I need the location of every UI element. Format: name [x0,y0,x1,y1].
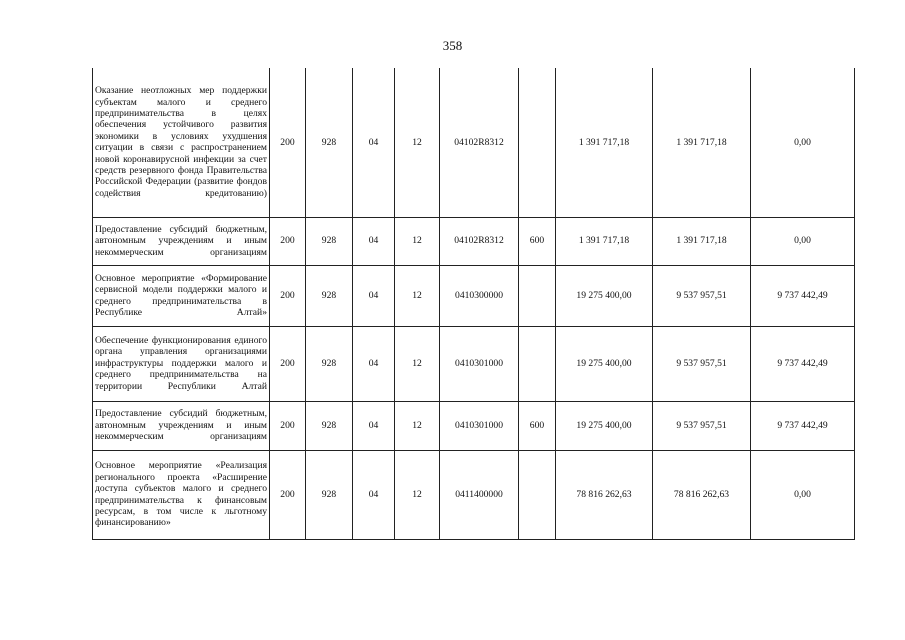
expense-type-cell: 600 [519,401,556,450]
vr-cell: 200 [270,450,306,539]
grbs-cell: 928 [306,217,353,265]
vr-cell: 200 [270,401,306,450]
row-description: Оказание неотложных мер поддержки субъектам малого и среднего предпринимательства в целях обеспечения устойчивого развития экономики в условиях ухудшения ситуации в связи с распространением новой коронавирусной инфекции за счет средств резервного фонда Правительства Российской Федерации (развитие фондов содействия кредитованию) [93,68,270,217]
sum-part1-cell: 9 537 957,51 [653,326,751,401]
subsection-cell: 12 [395,217,440,265]
sum-total-cell: 19 275 400,00 [556,401,653,450]
budget-table [92,68,855,540]
vr-cell: 200 [270,265,306,326]
row-description: Предоставление субсидий бюджетным, автономным учреждениям и иным некоммерческим организациям [93,217,270,265]
target-article-cell: 0410301000 [440,401,519,450]
grbs-cell: 928 [306,326,353,401]
sum-part1-cell: 1 391 717,18 [653,217,751,265]
row-description: Основное мероприятие «Формирование сервисной модели поддержки малого и среднего предпринимательства в Республике Алтай» [93,265,270,326]
subsection-cell: 12 [395,326,440,401]
expense-type-cell [519,265,556,326]
table-row [93,450,855,539]
expense-type-cell: 600 [519,217,556,265]
sum-part1-cell: 1 391 717,18 [653,68,751,217]
vr-cell: 200 [270,68,306,217]
sum-part2-cell: 9 737 442,49 [751,326,855,401]
target-article-cell: 04102R8312 [440,68,519,217]
sum-part2-cell: 0,00 [751,68,855,217]
section-cell: 04 [353,217,395,265]
grbs-cell: 928 [306,68,353,217]
section-cell: 04 [353,68,395,217]
table-row [93,68,855,217]
expense-type-cell [519,68,556,217]
section-cell: 04 [353,450,395,539]
sum-part1-cell: 9 537 957,51 [653,265,751,326]
sum-part1-cell: 78 816 262,63 [653,450,751,539]
section-cell: 04 [353,265,395,326]
grbs-cell: 928 [306,450,353,539]
row-description: Основное мероприятие «Реализация регионального проекта «Расширение доступа субъектов малого и среднего предпринимательства к финансовым ресурсам, в том числе к льготному финансированию» [93,450,270,539]
sum-part2-cell: 0,00 [751,450,855,539]
subsection-cell: 12 [395,450,440,539]
section-cell: 04 [353,326,395,401]
target-article-cell: 0410300000 [440,265,519,326]
target-article-cell: 0410301000 [440,326,519,401]
subsection-cell: 12 [395,265,440,326]
section-cell: 04 [353,401,395,450]
table-row [93,326,855,401]
sum-part2-cell: 9 737 442,49 [751,401,855,450]
table-row [93,401,855,450]
sum-total-cell: 1 391 717,18 [556,68,653,217]
table-row [93,265,855,326]
sum-total-cell: 19 275 400,00 [556,326,653,401]
expense-type-cell [519,450,556,539]
expense-type-cell [519,326,556,401]
page-number: 358 [442,38,463,53]
row-description: Обеспечение функционирования единого органа управления организациями инфраструктуры поддержки малого и среднего предпринимательства на территории Республики Алтай [93,326,270,401]
sum-part2-cell: 9 737 442,49 [751,265,855,326]
sum-total-cell: 78 816 262,63 [556,450,653,539]
vr-cell: 200 [270,326,306,401]
table-row [93,217,855,265]
subsection-cell: 12 [395,68,440,217]
target-article-cell: 04102R8312 [440,217,519,265]
vr-cell: 200 [270,217,306,265]
grbs-cell: 928 [306,401,353,450]
grbs-cell: 928 [306,265,353,326]
sum-part1-cell: 9 537 957,51 [653,401,751,450]
sum-total-cell: 1 391 717,18 [556,217,653,265]
row-description: Предоставление субсидий бюджетным, автономным учреждениям и иным некоммерческим организациям [93,401,270,450]
subsection-cell: 12 [395,401,440,450]
target-article-cell: 0411400000 [440,450,519,539]
sum-part2-cell: 0,00 [751,217,855,265]
sum-total-cell: 19 275 400,00 [556,265,653,326]
